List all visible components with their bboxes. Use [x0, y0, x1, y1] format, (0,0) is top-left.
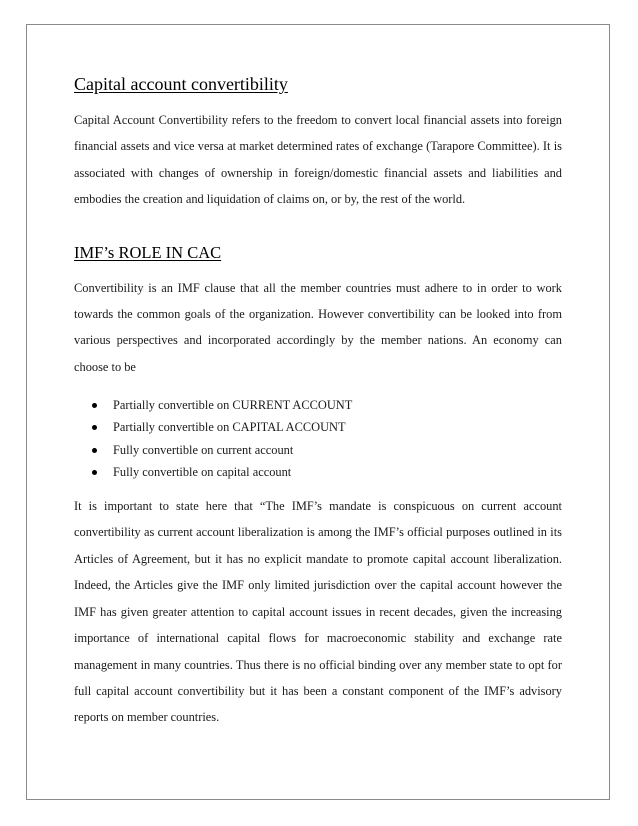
list-item-text: Fully convertible on capital account [113, 464, 292, 479]
list-item [74, 439, 562, 461]
paragraph-imf-mandate: It is important to state here that “The IMF’s mandate is conspicuous on current account convertibility as current account liberalization is among the IMF’s official purposes outlined in its Articles of Agreement, but it has no explicit mandate to promote capital account liberalization. Indeed, the Articles give the IMF only limited jurisdiction over the capital account however the IMF has given greater attention to capital account issues in recent decades, given the increasing importance of international capital flows for macroeconomic stability and exchange rate management in many countries. Thus there is no official binding over any member state to opt for full capital account convertibility but it has been a constant component of the IMF’s advisory reports on member countries. [74, 499, 562, 725]
paragraph-cac-definition: Capital Account Convertibility refers to the freedom to convert local financial assets into foreign financial assets and vice versa at market determined rates of exchange (Tarapore Committee). It is associated with changes of ownership in foreign/domestic financial assets and liabilities and embodies the creation and liquidation of claims on, or by, the rest of the world. [74, 113, 562, 207]
list-item [74, 394, 562, 416]
bullet-icon [92, 403, 97, 408]
list-item [74, 416, 562, 438]
list-item-text: Fully convertible on current account [113, 442, 294, 457]
section-heading-imf-role: IMF’s ROLE IN CAC [74, 242, 222, 262]
bullet-icon [92, 425, 97, 430]
convertibility-options-list [74, 394, 562, 483]
list-item [74, 461, 562, 483]
section-heading-cac: Capital account convertibility [74, 74, 288, 94]
list-item-text: Partially convertible on CAPITAL ACCOUNT [113, 420, 346, 435]
bullet-icon [92, 470, 97, 475]
document-body [74, 74, 562, 731]
list-item-text: Partially convertible on CURRENT ACCOUNT [113, 398, 353, 413]
paragraph-imf-intro: Convertibility is an IMF clause that all the member countries must adhere to in order to work towards the common goals of the organization. However convertibility can be looked into from various perspectives and incorporated accordingly by the member nations. An economy can choose to be [74, 280, 562, 374]
bullet-icon [92, 448, 97, 453]
